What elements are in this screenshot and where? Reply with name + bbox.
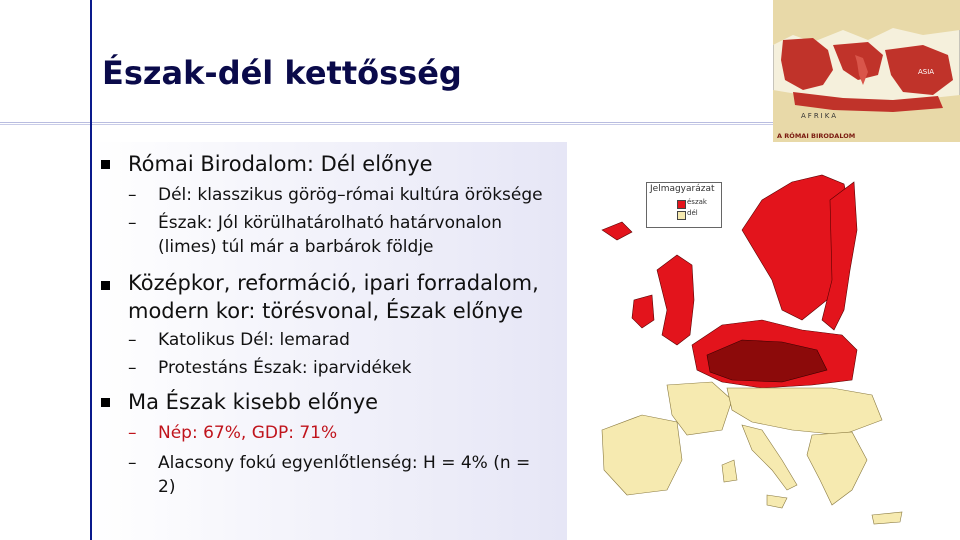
bullet-3-sub-2: Alacsony fokú egyenlőtlenség: H = 4% (n = bbox=[158, 453, 531, 473]
map-label-asia: ASIA bbox=[918, 68, 935, 76]
bullet-1-sub-2: Észak: Jól körülhatárolható határvonalon bbox=[158, 213, 503, 233]
bullet-1-text: Római Birodalom: Dél előnye bbox=[128, 152, 433, 176]
legend-swatch-south bbox=[677, 211, 686, 220]
legend-label-north: észak bbox=[687, 198, 707, 206]
map-caption: A RÓMAI BIRODALOM bbox=[777, 132, 856, 140]
dash-marker: – bbox=[128, 185, 137, 205]
bullet-2-text-line2: modern kor: törésvonal, Észak előnye bbox=[128, 299, 524, 323]
bullet-1-sub-2-cont: (limes) túl már a barbárok földje bbox=[158, 237, 434, 257]
bullet-marker bbox=[101, 398, 110, 407]
page-title: Észak-dél kettősség bbox=[102, 54, 462, 92]
bullet-3-sub-2-cont: 2) bbox=[158, 477, 176, 497]
bullet-2-text-line1: Középkor, reformáció, ipari forradalom, bbox=[128, 271, 539, 295]
roman-empire-map bbox=[773, 0, 960, 142]
bullet-2-sub-1: Katolikus Dél: lemarad bbox=[158, 330, 350, 350]
europe-north-south-map bbox=[582, 160, 960, 540]
legend-swatch-north bbox=[677, 200, 686, 209]
bullet-marker bbox=[101, 160, 110, 169]
map-label-afrika: AFRIKA bbox=[801, 112, 838, 120]
dash-marker: – bbox=[128, 213, 137, 233]
bullet-3-text: Ma Észak kisebb előnye bbox=[128, 390, 379, 414]
legend-label-south: dél bbox=[687, 209, 698, 217]
bullet-1-sub-1: Dél: klasszikus görög–római kultúra öröksége bbox=[158, 185, 543, 205]
dash-marker: – bbox=[128, 453, 137, 473]
vertical-accent-line bbox=[90, 0, 92, 540]
dash-marker: – bbox=[128, 330, 137, 350]
dash-marker: – bbox=[128, 423, 137, 443]
legend-title: Jelmagyarázat bbox=[650, 184, 715, 194]
bullet-3-sub-1: Nép: 67%, GDP: 71% bbox=[158, 423, 338, 443]
dash-marker: – bbox=[128, 358, 137, 378]
map-legend bbox=[646, 182, 722, 228]
bullet-2-sub-2: Protestáns Észak: iparvidékek bbox=[158, 358, 412, 378]
bullet-marker bbox=[101, 281, 110, 290]
